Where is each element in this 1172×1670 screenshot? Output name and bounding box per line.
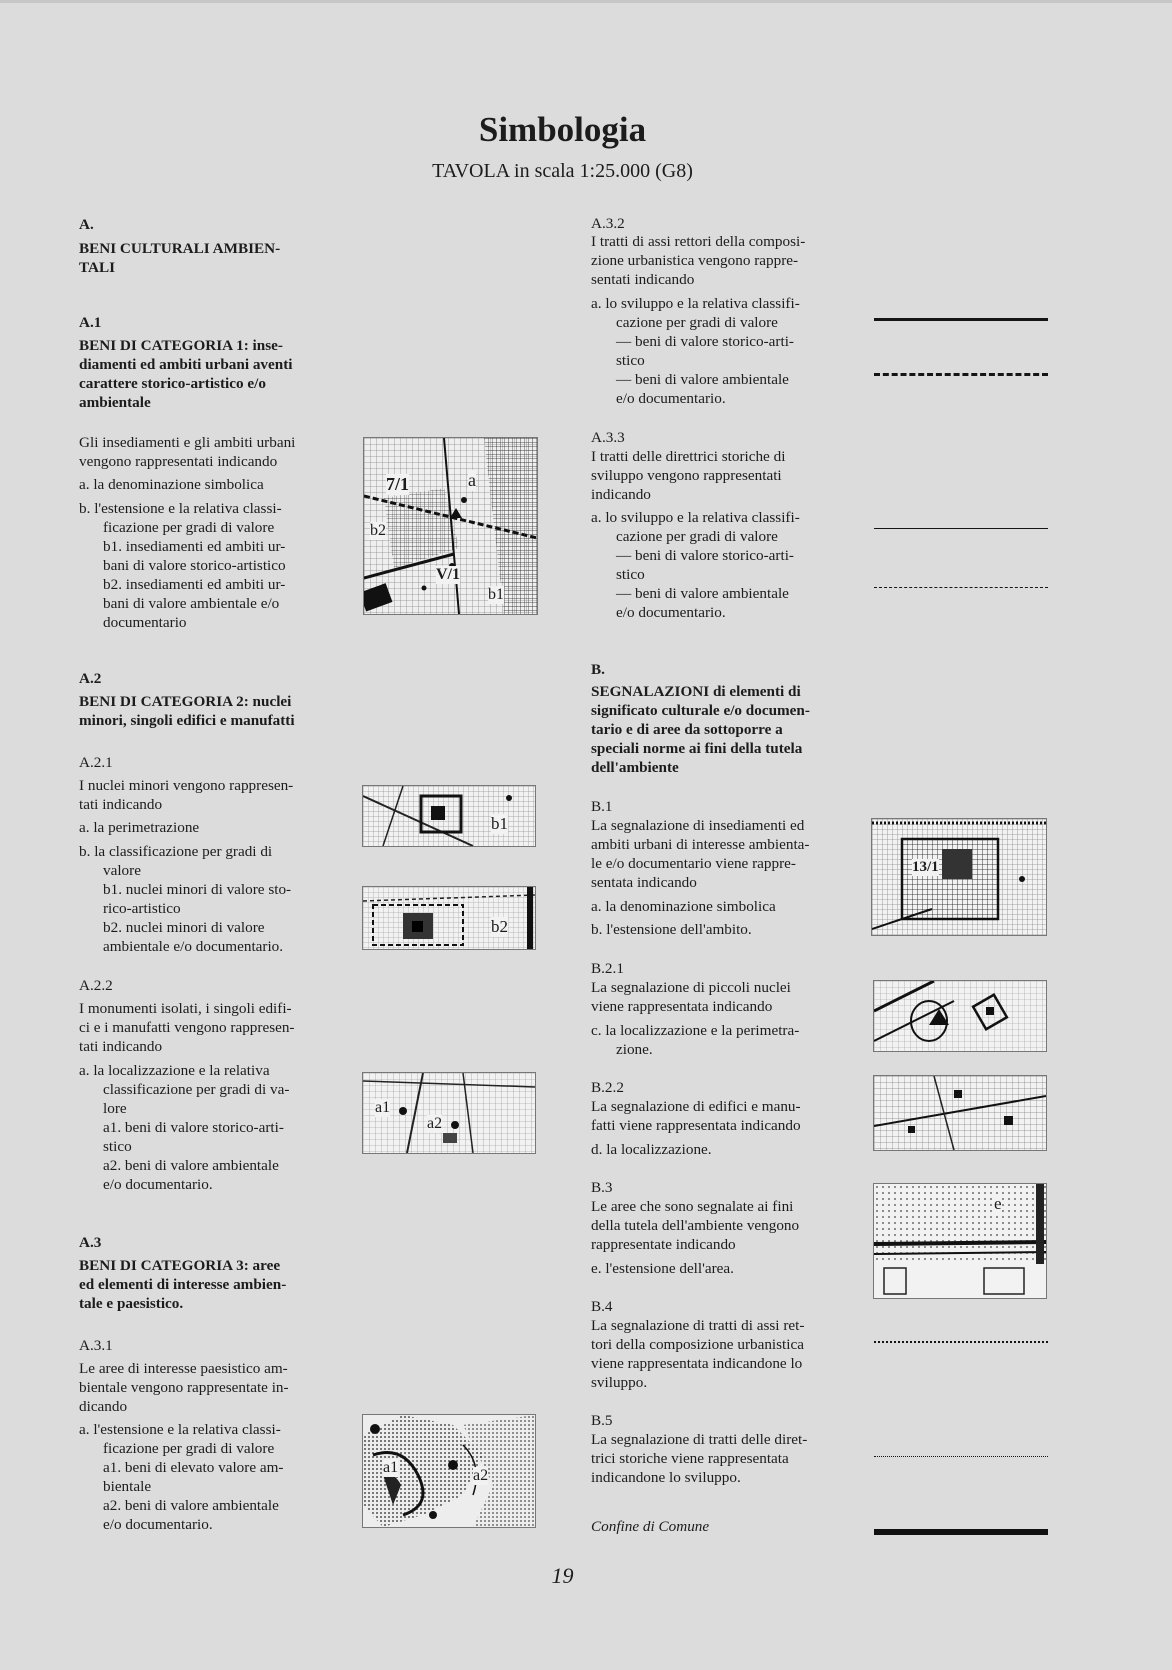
map-a21-b1-drawing <box>363 786 535 846</box>
symbol-dotted-thick-line <box>874 1341 1048 1343</box>
B4-body-line: La segnalazione di tratti di assi ret- <box>591 1317 805 1334</box>
B4-body-line: sviluppo. <box>591 1374 648 1391</box>
B3-body-line: della tutela dell'ambiente vengono <box>591 1217 800 1234</box>
map-a1-label: 7/1 <box>386 474 410 494</box>
A1-body-line: b1. insediamenti ed ambiti ur- <box>103 538 286 555</box>
A31-body-line: bientale vengono rappresentate in- <box>79 1379 289 1396</box>
section-B-code: B. <box>591 661 605 678</box>
section-B3-code: B.3 <box>591 1179 613 1196</box>
map-sample-b22 <box>873 1075 1047 1151</box>
section-B-title-line: significato culturale e/o documen- <box>591 702 810 719</box>
A32-body-line: — beni di valore ambientale <box>616 371 789 388</box>
A33-body-line: cazione per gradi di valore <box>616 528 778 545</box>
B4-body-line: tori della composizione urbanistica <box>591 1336 804 1353</box>
B3-body-line: Le aree che sono segnalate ai fini <box>591 1198 794 1215</box>
section-A33-code: A.3.3 <box>591 429 625 446</box>
section-A1-title-line: BENI DI CATEGORIA 1: inse- <box>79 337 283 354</box>
A32-body-line: sentati indicando <box>591 271 695 288</box>
A32-body-line: — beni di valore storico-arti- <box>616 333 794 350</box>
A32-body-line: stico <box>616 352 645 369</box>
map-b1-drawing <box>872 819 1046 935</box>
A32-body-line: a. lo sviluppo e la relativa classifi- <box>591 295 800 312</box>
B22-body-line: d. la localizzazione. <box>591 1141 712 1158</box>
A31-body-line: a1. beni di elevato valore am- <box>103 1459 284 1476</box>
symbol-confine-line <box>874 1529 1048 1535</box>
section-A1-title-line: diamenti ed ambiti urbani aventi <box>79 356 293 373</box>
symbol-solid-thick-line <box>874 318 1048 321</box>
A33-body-line: a. lo sviluppo e la relativa classifi- <box>591 509 800 526</box>
A31-body-line: bientale <box>103 1478 152 1495</box>
B21-body-line: zione. <box>616 1041 653 1058</box>
section-A1-title-line: carattere storico-artistico e/o <box>79 375 266 392</box>
B1-body-line: ambiti urbani di interesse ambienta- <box>591 836 810 853</box>
top-border <box>0 0 1172 3</box>
A33-body-line: e/o documentario. <box>616 604 726 621</box>
map-a21-b2-drawing <box>363 887 535 949</box>
A1-body-line: Gli insediamenti e gli ambiti urbani <box>79 434 296 451</box>
A1-body-line: vengono rappresentati indicando <box>79 453 278 470</box>
map-b3-drawing <box>874 1184 1046 1298</box>
A22-body-line: a. la localizzazione e la relativa <box>79 1062 270 1079</box>
map-sample-a31 <box>362 1414 536 1528</box>
A31-body-line: dicando <box>79 1398 128 1415</box>
map-sample-b3 <box>873 1183 1047 1299</box>
section-A-title-line: BENI CULTURALI AMBIEN- <box>79 240 281 257</box>
map-a1-label: a <box>468 470 476 490</box>
A21-body-line: ambientale e/o documentario. <box>103 938 284 955</box>
A33-body-line: I tratti delle direttrici storiche di <box>591 448 786 465</box>
A32-body-line: cazione per gradi di valore <box>616 314 778 331</box>
A1-body-line: documentario <box>103 614 187 631</box>
section-A31-code: A.3.1 <box>79 1337 113 1354</box>
section-A3-title-line: tale e paesistico. <box>79 1295 184 1312</box>
A22-body-line: stico <box>103 1138 132 1155</box>
map-a31-label: a1 <box>383 1459 399 1476</box>
section-A21-code: A.2.1 <box>79 754 113 771</box>
page-number: 19 <box>551 1563 574 1588</box>
symbol-dotted-thin-line <box>874 1456 1048 1457</box>
A33-body-line: stico <box>616 566 645 583</box>
A22-body-line: a1. beni di valore storico-arti- <box>103 1119 284 1136</box>
A22-body-line: tati indicando <box>79 1038 163 1055</box>
B5-body-line: indicandone lo sviluppo. <box>591 1469 741 1486</box>
B21-body-line: viene rappresentata indicando <box>591 998 773 1015</box>
map-b21-drawing <box>874 981 1046 1051</box>
B21-body-line: La segnalazione di piccoli nuclei <box>591 979 791 996</box>
section-A22-code: A.2.2 <box>79 977 113 994</box>
map-sample-b1 <box>871 818 1047 936</box>
section-A2-code: A.2 <box>79 670 102 687</box>
A33-body-line: indicando <box>591 486 651 503</box>
A22-body-line: a2. beni di valore ambientale <box>103 1157 279 1174</box>
map-a1-label: b1 <box>488 586 504 603</box>
confine-label: Confine di Comune <box>591 1518 710 1535</box>
map-sample-a21-b1 <box>362 785 536 847</box>
map-b1-label: 13/1 <box>912 859 939 875</box>
A31-body-line: a. l'estensione e la relativa classi- <box>79 1421 281 1438</box>
A32-body-line: I tratti di assi rettori della composi- <box>591 233 806 250</box>
section-A3-title-line: BENI DI CATEGORIA 3: aree <box>79 1257 281 1274</box>
section-B5-code: B.5 <box>591 1412 613 1429</box>
section-A32-code: A.3.2 <box>591 215 625 232</box>
section-A1-title-line: ambientale <box>79 394 151 411</box>
B1-body-line: le e/o documentario viene rappre- <box>591 855 796 872</box>
A22-body-line: I monumenti isolati, i singoli edifi- <box>79 1000 292 1017</box>
section-B22-code: B.2.2 <box>591 1079 624 1096</box>
B22-body-line: fatti viene rappresentata indicando <box>591 1117 801 1134</box>
A22-body-line: ci e i manufatti vengono rappresen- <box>79 1019 295 1036</box>
map-a1-label: V/1 <box>436 566 460 583</box>
symbol-dashed-thin-line <box>874 587 1048 588</box>
A1-body-line: b. l'estensione e la relativa classi- <box>79 500 282 517</box>
symbol-solid-thin-line <box>874 528 1048 529</box>
B21-body-line: c. la localizzazione e la perimetra- <box>591 1022 800 1039</box>
map-b3-label: e <box>994 1194 1002 1213</box>
map-a31-label: a2 <box>473 1467 489 1484</box>
A21-body-line: I nuclei minori vengono rappresen- <box>79 777 294 794</box>
map-a21-label: b1 <box>491 814 508 833</box>
B1-body-line: b. l'estensione dell'ambito. <box>591 921 752 938</box>
section-A3-code: A.3 <box>79 1234 102 1251</box>
B1-body-line: La segnalazione di insediamenti ed <box>591 817 805 834</box>
section-A3-title-line: ed elementi di interesse ambien- <box>79 1276 287 1293</box>
B3-body-line: e. l'estensione dell'area. <box>591 1260 734 1277</box>
B1-body-line: a. la denominazione simbolica <box>591 898 776 915</box>
page-subtitle: TAVOLA in scala 1:25.000 (G8) <box>432 160 693 182</box>
B4-body-line: viene rappresentata indicandone lo <box>591 1355 803 1372</box>
map-b22-drawing <box>874 1076 1046 1150</box>
map-a21-label: b2 <box>491 917 508 936</box>
section-B4-code: B.4 <box>591 1298 613 1315</box>
A31-body-line: a2. beni di valore ambientale <box>103 1497 279 1514</box>
A22-body-line: e/o documentario. <box>103 1176 213 1193</box>
B3-body-line: rappresentate indicando <box>591 1236 736 1253</box>
A1-body-line: bani di valore ambientale e/o <box>103 595 280 612</box>
page-title: Simbologia <box>478 110 647 149</box>
A21-body-line: b2. nuclei minori di valore <box>103 919 265 936</box>
A21-body-line: b1. nuclei minori di valore sto- <box>103 881 292 898</box>
A31-body-line: e/o documentario. <box>103 1516 213 1533</box>
A31-body-line: Le aree di interesse paesistico am- <box>79 1360 288 1377</box>
A1-body-line: ficazione per gradi di valore <box>103 519 275 536</box>
A21-body-line: tati indicando <box>79 796 163 813</box>
section-B-title-line: dell'ambiente <box>591 759 679 776</box>
map-sample-a22 <box>362 1072 536 1154</box>
A1-body-line: a. la denominazione simbolica <box>79 476 264 493</box>
map-sample-b21 <box>873 980 1047 1052</box>
B5-body-line: La segnalazione di tratti delle diret- <box>591 1431 808 1448</box>
section-A2-title-line: BENI DI CATEGORIA 2: nuclei <box>79 693 292 710</box>
section-B-title-line: tario e di aree da sottoporre a <box>591 721 783 738</box>
section-B1-code: B.1 <box>591 798 613 815</box>
section-A-title-line: TALI <box>79 259 116 276</box>
symbol-dashed-thick-line <box>874 373 1048 376</box>
section-A1-code: A.1 <box>79 314 102 331</box>
map-sample-a21-b2 <box>362 886 536 950</box>
A33-body-line: — beni di valore storico-arti- <box>616 547 794 564</box>
map-a22-label: a1 <box>375 1099 391 1116</box>
A22-body-line: lore <box>103 1100 127 1117</box>
A1-body-line: bani di valore storico-artistico <box>103 557 286 574</box>
map-a22-label: a2 <box>427 1115 443 1132</box>
A32-body-line: zione urbanistica vengono rappre- <box>591 252 799 269</box>
A21-body-line: rico-artistico <box>103 900 181 917</box>
A21-body-line: a. la perimetrazione <box>79 819 200 836</box>
A21-body-line: valore <box>103 862 141 879</box>
A32-body-line: e/o documentario. <box>616 390 726 407</box>
A31-body-line: ficazione per gradi di valore <box>103 1440 275 1457</box>
section-A-code: A. <box>79 216 94 233</box>
map-sample-a1 <box>363 437 538 615</box>
section-A2-title-line: minori, singoli edifici e manufatti <box>79 712 295 729</box>
map-a1-label: b2 <box>370 522 386 539</box>
A33-body-line: — beni di valore ambientale <box>616 585 789 602</box>
section-B21-code: B.2.1 <box>591 960 624 977</box>
map-a1-drawing <box>364 438 537 614</box>
A22-body-line: classificazione per gradi di va- <box>103 1081 290 1098</box>
B1-body-line: sentata indicando <box>591 874 697 891</box>
B5-body-line: trici storiche viene rappresentata <box>591 1450 789 1467</box>
B22-body-line: La segnalazione di edifici e manu- <box>591 1098 801 1115</box>
A33-body-line: sviluppo vengono rappresentati <box>591 467 782 484</box>
section-B-title-line: speciali norme ai fini della tutela <box>591 740 803 757</box>
A1-body-line: b2. insediamenti ed ambiti ur- <box>103 576 286 593</box>
section-B-title-line: SEGNALAZIONI di elementi di <box>591 683 801 700</box>
A21-body-line: b. la classificazione per gradi di <box>79 843 273 860</box>
